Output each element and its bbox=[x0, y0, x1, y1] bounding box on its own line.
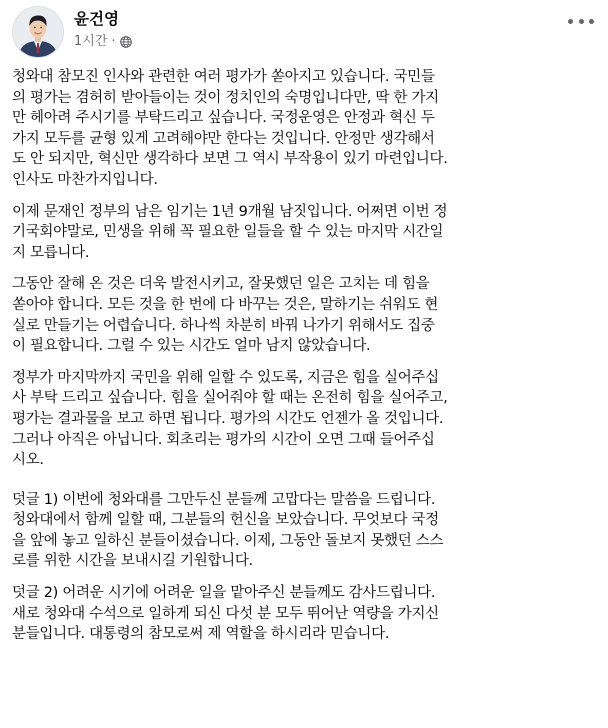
post-paragraph bbox=[12, 67, 596, 191]
post-text-line: 이제 문재인 정부의 남은 임기는 1년 9개월 남짓입니다. 어쩌면 이번 정 bbox=[12, 203, 448, 220]
more-dot bbox=[568, 19, 573, 24]
meta-separator: · bbox=[111, 34, 116, 49]
post-text-line: 평가는 결과물을 보고 하면 됩니다. 평가의 시간도 언젠가 올 것입니다. bbox=[12, 410, 444, 427]
post-text-line: 분들입니다. 대통령의 참모로써 제 역할을 하시리라 믿습니다. bbox=[12, 626, 390, 643]
post-text-line: 정부가 마지막까지 국민을 위해 일할 수 있도록, 지금은 힘을 실어주십 bbox=[12, 369, 439, 386]
post-text-line: 쏟아야 합니다. 모든 것을 한 번에 다 바꾸는 것은, 말하기는 쉬워도 현 bbox=[12, 296, 439, 313]
post-paragraph bbox=[12, 274, 596, 356]
globe-icon[interactable] bbox=[120, 36, 132, 48]
more-options-icon[interactable] bbox=[568, 14, 594, 28]
post-text-line: 로를 위한 시간을 보내시길 기원합니다. bbox=[12, 553, 253, 570]
post-timestamp[interactable]: 1시간 bbox=[74, 34, 108, 49]
post-text-line: 시오. bbox=[12, 452, 44, 469]
post-header bbox=[12, 0, 596, 64]
post-text-line: 그동안 잘해 온 것은 더욱 발전시키고, 잘못했던 일은 고치는 데 힘을 bbox=[12, 276, 430, 293]
post-text-line: 가지 모두를 균형 있게 고려해야만 한다는 것입니다. 안정만 생각해서 bbox=[12, 130, 435, 147]
post-text-line: 도 안 되지만, 혁신만 생각하다 보면 그 역시 부작용이 있기 마련입니다. bbox=[12, 151, 448, 168]
post-body bbox=[12, 67, 596, 645]
post-text-line: 청와대 참모진 인사와 관련한 여러 평가가 쏟아지고 있습니다. 국민들 bbox=[12, 69, 435, 85]
post-text-line: 그러나 아직은 아닙니다. 회초리는 평가의 시간이 오면 그때 들어주십 bbox=[12, 431, 435, 448]
more-dot bbox=[589, 19, 594, 24]
author-avatar[interactable] bbox=[12, 6, 64, 58]
post-paragraph bbox=[12, 368, 596, 471]
post-text-line: 사 부탁 드리고 싶습니다. 힘을 실어줘야 할 때는 온전히 힘을 실어주고, bbox=[12, 390, 448, 407]
post-meta bbox=[74, 6, 132, 50]
post-text-line: 실로 만들기는 어렵습니다. 하나씩 차분히 바꿔 나가기 위해서도 집중 bbox=[12, 317, 435, 334]
author-name[interactable]: 윤건영 bbox=[74, 10, 119, 28]
post-text-line: 기국회야말로, 민생을 위해 꼭 필요한 일들을 할 수 있는 마지막 시간일 bbox=[12, 224, 444, 241]
post-text-line: 덧글 1) 이번에 청와대를 그만두신 분들께 고맙다는 말씀을 드립니다. bbox=[12, 491, 436, 508]
post-text-line: 인사도 마찬가지입니다. bbox=[12, 171, 158, 188]
post-text-line: 을 앞에 놓고 일하신 분들이셨습니다. 이제, 그동안 돌보지 못했던 스스 bbox=[12, 532, 444, 549]
more-dot bbox=[579, 19, 584, 24]
post-text-line: 덧글 2) 어려운 시기에 어려운 일을 맡아주신 분들께도 감사드립니다. bbox=[12, 585, 436, 602]
post-text-line: 의 평가는 겸허히 받아들이는 것이 정치인의 숙명입니다만, 딱 한 가지 bbox=[12, 89, 439, 106]
post-text-line: 이 필요합니다. 그럴 수 있는 시간도 얼마 남지 않았습니다. bbox=[12, 338, 371, 355]
post-paragraph bbox=[12, 202, 596, 264]
post-text-line: 청와대에서 함께 일할 때, 그분들의 헌신을 보았습니다. 무엇보다 국정 bbox=[12, 512, 439, 529]
post-text-line: 지 모릅니다. bbox=[12, 244, 90, 261]
post-paragraph bbox=[12, 583, 596, 645]
post-paragraph bbox=[12, 490, 596, 572]
post-subline bbox=[74, 34, 132, 50]
profile-photo-icon bbox=[13, 7, 63, 57]
post-text-line: 만 헤아려 주시기를 부탁드리고 싶습니다. 국정운영은 안정과 혁신 두 bbox=[12, 110, 435, 127]
post-text-line: 새로 청와대 수석으로 일하게 되신 다섯 분 모두 뛰어난 역량을 가지신 bbox=[12, 605, 439, 622]
